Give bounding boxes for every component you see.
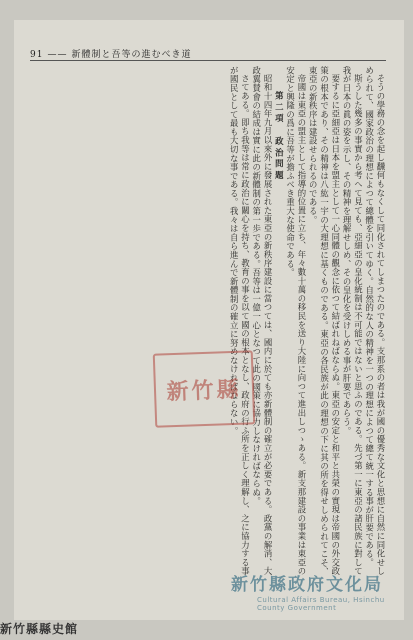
vertical-body-text <box>30 66 386 576</box>
red-seal-stamp <box>153 350 256 427</box>
bureau-watermark-english: Cultural Affairs Bureau, Hsinchu County Government <box>257 596 385 612</box>
body-paragraph: そうの學務の念を起し飜何もなくして同化されてしまつたのである。支那系の者は我が國の優秀な文化と思想に自然に同化せしめられて、國家政治の理想によつて總體を引いてゆく。自然的な人の精神を一つの理想によつて總て統一する事が肝要である。 <box>364 66 386 576</box>
section-heading: 第二項 政治問題 <box>274 91 285 183</box>
running-header <box>30 44 386 61</box>
body-paragraph: 斯うした幾多の事實から考へて見ても、亞細亞の皇化統制は不可能ではないと思ふのである。先づ第一に東亞の諸民族に對して我が日本の眞の姿を示し、その精神を理解せしめ、その皇化を受けしめる事が肝要であらう。 <box>342 66 364 576</box>
page-number: 91 <box>30 50 44 60</box>
section-paragraph: 昭和十四年九月以來外に發展された東亞の新秩序建設に當つては、國内に於ても亦新體制の確立が必要である。政黨の解消、大政翼賛會の結成は實に此の新體制の第一歩である。吾等は一億一心となつて此の國策に協力しなければならぬ。 <box>251 66 274 576</box>
body-paragraph: 要するに亞細亞は日本を盟主として一心同體の觀念に依つて結ばれねばならぬ。東亞の安定と和平と共榮の實現は帝國の外交政策の根本であり、その精神は八紘一宇の大理想に基くものである。東亞の各民族が此の理想の下に其の所を得せしめられてこそ、東亞の新秩序は建設せられるのである。 <box>308 66 341 576</box>
bureau-watermark: 新竹縣政府文化局 <box>231 575 383 595</box>
section-paragraph: さてある。即ち我等は常に政治に關心を持ち、教育の事を以て國の根本となし、政府の行ふ所を正しく理解し、之に協力する事が國民として最も大切な事である。我々は自ら進んで新體制の確立に努めなければならない。 <box>229 66 251 576</box>
stamp-text: 新竹縣 <box>166 376 242 405</box>
header-dash: —— <box>47 50 68 60</box>
running-title: 新體制と吾等の進むべき道 <box>71 50 192 60</box>
body-paragraph: 帝國は東亞の盟主として指導的位置に立ち、年々數十萬の移民を送り大陸に向つて進出しつゝある。新支那建設の事業は東亞の安定と興隆の爲に吾等が擔ふべき重大な使命である。 <box>285 66 307 576</box>
county-history-logo: 新竹縣縣史館 <box>0 622 79 636</box>
